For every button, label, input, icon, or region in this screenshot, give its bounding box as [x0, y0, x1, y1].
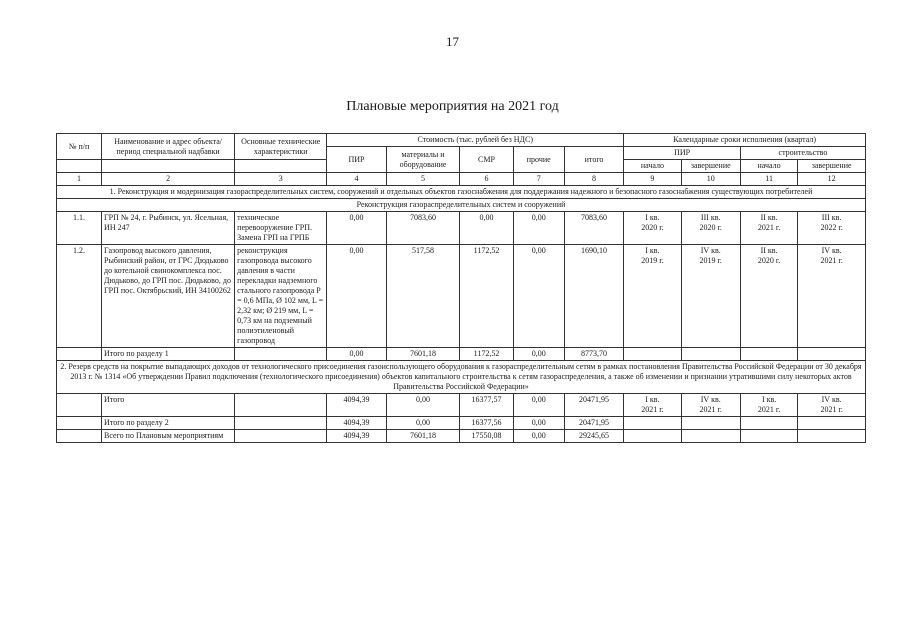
grand-total-smr: 17550,08: [460, 430, 513, 443]
empty-cell: [624, 417, 681, 430]
total-materials: 0,00: [386, 417, 460, 430]
row-num: 1.2.: [57, 245, 102, 348]
empty-cell: [57, 430, 102, 443]
header-cost-group: Стоимость (тыс. рублей без НДС): [327, 134, 624, 147]
empty-cell: [681, 430, 740, 443]
header-row-1: [57, 134, 866, 147]
itogo-q-end-pir: IV кв. 2021 г.: [681, 394, 740, 417]
total-sum: 8773,70: [564, 348, 623, 361]
empty-cell: [235, 348, 327, 361]
section-1-total-row: [57, 348, 866, 361]
total-label: Итого по разделу 1: [102, 348, 235, 361]
empty-cell: [57, 394, 102, 417]
empty-cell: [624, 430, 681, 443]
section-2-title: 2. Резерв средств на покрытие выпадающих доходов от технологического присоединения газоиспользующего оборудования к газораспределительным сетям в рамках постановления Правительства Российской Федерации от 30 декабря 2013 г. № 1314 «Об утверждении Правил подключения (технологического присоединения) объектов капитального строительства к сетям газораспределения, а также об изменении и признании утратившими силу некоторых актов Правительства Российской Федерации»: [57, 361, 866, 394]
header-name: Наименование и адрес объекта/ период специальной надбавки: [102, 134, 235, 160]
grand-total-pir: 4094,39: [327, 430, 386, 443]
col-index: 12: [798, 173, 866, 186]
page-number: 17: [446, 34, 459, 49]
row-q-start-pir: I кв. 2019 г.: [624, 245, 681, 348]
col-index: 9: [624, 173, 681, 186]
total-other: 0,00: [513, 348, 564, 361]
total-pir: 4094,39: [327, 417, 386, 430]
row-name: Газопровод высокого давления, Рыбинский район, от ГРС Дюдьково до котельной свинокомплекса пос. Дюдьково, до ГРП пос. Дюдьково, до ГРП пос. Октябрьский, ИН 34100262: [102, 245, 235, 348]
header-total: итого: [564, 147, 623, 173]
header-end-2: завершение: [798, 160, 866, 173]
itogo-q-end-build: IV кв. 2021 г.: [798, 394, 866, 417]
row-total: 7083,60: [564, 212, 623, 245]
row-tech: техническое перевооружение ГРП. Замена ГРП на ГРПБ: [235, 212, 327, 245]
total-other: 0,00: [513, 417, 564, 430]
row-smr: 0,00: [460, 212, 513, 245]
header-tech: Основные технические характеристики: [235, 134, 327, 160]
total-smr: 1172,52: [460, 348, 513, 361]
section-2-itogo-row: [57, 394, 866, 417]
row-pir: 0,00: [327, 245, 386, 348]
col-index: 2: [102, 173, 235, 186]
header-end-1: завершение: [681, 160, 740, 173]
row-total: 1690,10: [564, 245, 623, 348]
empty-cell: [235, 417, 327, 430]
itogo-pir: 4094,39: [327, 394, 386, 417]
row-smr: 1172,52: [460, 245, 513, 348]
grand-total-other: 0,00: [513, 430, 564, 443]
row-q-end-build: IV кв. 2021 г.: [798, 245, 866, 348]
header-start-2: начало: [740, 160, 797, 173]
row-q-start-build: II кв. 2020 г.: [740, 245, 797, 348]
empty-cell: [740, 417, 797, 430]
col-index: 6: [460, 173, 513, 186]
itogo-materials: 0,00: [386, 394, 460, 417]
empty-cell: [57, 417, 102, 430]
total-pir: 0,00: [327, 348, 386, 361]
empty-cell: [624, 348, 681, 361]
itogo-q-start-pir: I кв. 2021 г.: [624, 394, 681, 417]
grand-total-row: [57, 430, 866, 443]
empty-cell: [798, 430, 866, 443]
empty-cell: [57, 348, 102, 361]
row-q-start-build: II кв. 2021 г.: [740, 212, 797, 245]
itogo-other: 0,00: [513, 394, 564, 417]
total-smr: 16377,56: [460, 417, 513, 430]
section-1-subtitle: Реконструкция газораспределительных систем и сооружений: [57, 199, 866, 212]
table-row: [57, 245, 866, 348]
header-other: прочие: [513, 147, 564, 173]
empty-cell: [235, 394, 327, 417]
row-materials: 7083,60: [386, 212, 460, 245]
row-other: 0,00: [513, 212, 564, 245]
header-smr: СМР: [460, 147, 513, 173]
grand-total-label: Всего по Плановым мероприятиям: [102, 430, 235, 443]
row-q-end-pir: III кв. 2020 г.: [681, 212, 740, 245]
section-1-subtitle-row: [57, 199, 866, 212]
grand-total-materials: 7601,18: [386, 430, 460, 443]
header-empty-2: [102, 160, 235, 173]
total-materials: 7601,18: [386, 348, 460, 361]
col-index: 11: [740, 173, 797, 186]
header-empty-3: [235, 160, 327, 173]
header-pir: ПИР: [327, 147, 386, 173]
row-materials: 517,58: [386, 245, 460, 348]
total-sum: 20471,95: [564, 417, 623, 430]
empty-cell: [681, 417, 740, 430]
row-other: 0,00: [513, 245, 564, 348]
col-index: 3: [235, 173, 327, 186]
col-index: 5: [386, 173, 460, 186]
section-2-title-row: [57, 361, 866, 394]
page-title: Плановые мероприятия на 2021 год: [346, 99, 559, 114]
header-start-1: начало: [624, 160, 681, 173]
header-materials: материалы и оборудование: [386, 147, 460, 173]
empty-cell: [740, 430, 797, 443]
row-tech: реконструкция газопровода высокого давления в части перекладки надземного стального газопровода P = 0,6 МПа, Ø 102 мм, L = 2,32 км; Ø 219 мм, L = 0,73 км на подземный полиэтиленовый газопровод: [235, 245, 327, 348]
plan-table: [56, 133, 866, 443]
empty-cell: [798, 348, 866, 361]
col-index: 8: [564, 173, 623, 186]
col-index: 7: [513, 173, 564, 186]
section-1-title-row: [57, 186, 866, 199]
total-label: Итого по разделу 2: [102, 417, 235, 430]
itogo-q-start-build: I кв. 2021 г.: [740, 394, 797, 417]
header-num: № п/п: [57, 134, 102, 160]
grand-total-sum: 29245,65: [564, 430, 623, 443]
col-index: 10: [681, 173, 740, 186]
row-pir: 0,00: [327, 212, 386, 245]
section-2-total-row: [57, 417, 866, 430]
header-empty-1: [57, 160, 102, 173]
row-num: 1.1.: [57, 212, 102, 245]
col-index: 4: [327, 173, 386, 186]
itogo-smr: 16377,57: [460, 394, 513, 417]
column-index-row: [57, 173, 866, 186]
section-1-title: 1. Реконструкция и модернизация газораспределительных систем, сооружений и отдельных объектов газоснабжения для поддержания надежного и безопасного газоснабжения существующих потребителей: [57, 186, 866, 199]
header-schedule-group: Календарные сроки исполнения (квартал): [624, 134, 866, 147]
empty-cell: [681, 348, 740, 361]
table-row: [57, 212, 866, 245]
itogo-label: Итого: [102, 394, 235, 417]
row-q-start-pir: I кв. 2020 г.: [624, 212, 681, 245]
header-sched-pir: ПИР: [624, 147, 741, 160]
itogo-total: 20471,95: [564, 394, 623, 417]
empty-cell: [740, 348, 797, 361]
row-q-end-build: III кв. 2022 г.: [798, 212, 866, 245]
row-q-end-pir: IV кв. 2019 г.: [681, 245, 740, 348]
col-index: 1: [57, 173, 102, 186]
row-name: ГРП № 24, г. Рыбинск, ул. Ясельная, ИН 247: [102, 212, 235, 245]
empty-cell: [235, 430, 327, 443]
empty-cell: [798, 417, 866, 430]
header-sched-build: строительство: [740, 147, 865, 160]
